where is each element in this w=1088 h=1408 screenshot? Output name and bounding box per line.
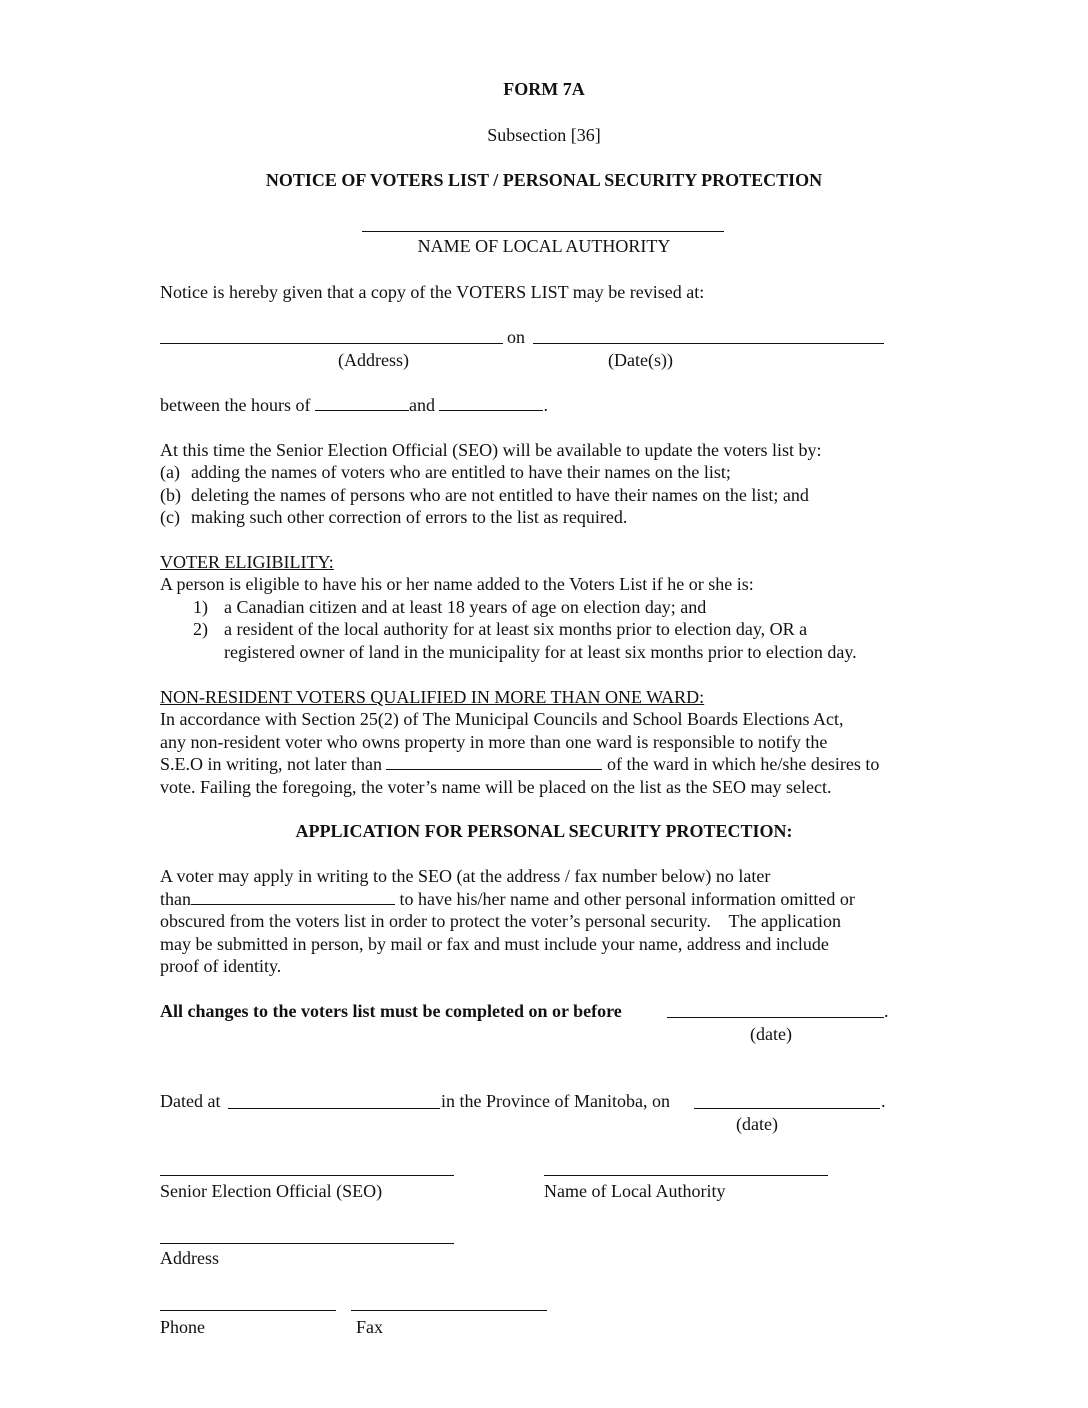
list-item	[160, 508, 627, 526]
hours-and: and	[408, 395, 435, 415]
fax-caption: Fax	[356, 1317, 383, 1337]
address-caption: (Address)	[338, 350, 409, 370]
protection-line: may be submitted in person, by mail or fax and must include your name, address and include	[160, 934, 829, 954]
nonresident-text: of the ward in which he/she desires to	[606, 754, 880, 774]
list-item	[193, 620, 807, 638]
hours-prefix: between the hours of	[160, 395, 311, 415]
notify-date-blank[interactable]	[386, 755, 602, 770]
protection-text: to have his/her name and other personal information omitted or	[399, 889, 855, 909]
list-text: deleting the names of persons who are not entitled to have their names on the list; and	[191, 485, 809, 505]
protection-line: proof of identity.	[160, 956, 282, 976]
local-authority-blank[interactable]	[362, 231, 724, 232]
eligibility-intro: A person is eligible to have his or her name added to the Voters List if he or she is:	[160, 574, 754, 594]
subsection-label: Subsection [36]	[487, 125, 601, 145]
authority-signature-line[interactable]	[544, 1175, 828, 1176]
list-marker: 1)	[193, 597, 208, 617]
protection-text: than	[160, 889, 191, 909]
seo-caption: Senior Election Official (SEO)	[160, 1181, 383, 1201]
on-word: on	[507, 327, 525, 347]
dated-place-blank[interactable]	[228, 1108, 440, 1109]
notice-title: NOTICE OF VOTERS LIST / PERSONAL SECURITY PROTECTION	[265, 170, 823, 190]
authority-caption: Name of Local Authority	[544, 1181, 726, 1201]
list-marker: 2)	[193, 619, 208, 639]
protection-line	[160, 890, 855, 908]
address-signature-line[interactable]	[160, 1243, 454, 1244]
local-authority-caption: NAME OF LOCAL AUTHORITY	[417, 236, 671, 256]
list-item	[193, 598, 706, 616]
protection-line: obscured from the voters list in order to protect the voter’s personal security. The application	[160, 911, 841, 931]
nonresident-heading: NON-RESIDENT VOTERS QUALIFIED IN MORE THAN ONE WARD:	[160, 687, 705, 707]
nonresident-line	[160, 755, 879, 773]
list-marker: (a)	[160, 462, 180, 482]
deadline-date-blank[interactable]	[667, 1017, 884, 1018]
list-text: a resident of the local authority for at least six months prior to election day, OR a	[224, 619, 808, 639]
nonresident-line: any non-resident voter who owns property in more than one ward is responsible to notify the	[160, 732, 828, 752]
nonresident-line: In accordance with Section 25(2) of The Municipal Councils and School Boards Elections Act,	[160, 709, 844, 729]
dated-date-caption: (date)	[736, 1114, 778, 1134]
list-text: adding the names of voters who are entitled to have their names on the list;	[191, 462, 731, 482]
phone-line[interactable]	[160, 1310, 336, 1311]
list-text: making such other correction of errors to the list as required.	[191, 507, 628, 527]
list-item	[160, 463, 731, 481]
seo-signature-line[interactable]	[160, 1175, 454, 1176]
hours-end-blank[interactable]	[439, 396, 543, 411]
list-text: a Canadian citizen and at least 18 years of age on election day; and	[224, 597, 707, 617]
form-title: FORM 7A	[503, 79, 585, 99]
list-item	[160, 486, 809, 504]
protection-line: A voter may apply in writing to the SEO (at the address / fax number below) no later	[160, 866, 771, 886]
hours-start-blank[interactable]	[315, 396, 409, 411]
notice-intro: Notice is hereby given that a copy of the VOTERS LIST may be revised at:	[160, 282, 705, 302]
protection-date-blank[interactable]	[191, 890, 395, 905]
protection-heading: APPLICATION FOR PERSONAL SECURITY PROTECTION:	[295, 821, 793, 841]
list-text-continued: registered owner of land in the municipality for at least six months prior to election day.	[224, 642, 857, 662]
eligibility-heading: VOTER ELIGIBILITY:	[160, 552, 334, 572]
deadline-date-caption: (date)	[750, 1024, 792, 1044]
hours-period: .	[543, 395, 548, 415]
dates-blank[interactable]	[533, 343, 884, 344]
address-blank[interactable]	[160, 343, 503, 344]
deadline-statement: All changes to the voters list must be completed on or before	[160, 1001, 622, 1021]
nonresident-text: S.E.O in writing, not later than	[160, 754, 382, 774]
dated-prefix: Dated at	[160, 1091, 221, 1111]
dates-caption: (Date(s))	[608, 350, 673, 370]
seo-intro: At this time the Senior Election Official (SEO) will be available to update the voters list by:	[160, 440, 822, 460]
list-marker: (c)	[160, 507, 180, 527]
list-marker: (b)	[160, 485, 181, 505]
dated-middle: in the Province of Manitoba, on	[441, 1091, 670, 1111]
nonresident-line: vote. Failing the foregoing, the voter’s name will be placed on the list as the SEO may select.	[160, 777, 832, 797]
dated-period: .	[881, 1091, 886, 1111]
hours-line	[160, 396, 548, 414]
deadline-period: .	[884, 1001, 889, 1021]
address-caption: Address	[160, 1248, 219, 1268]
dated-date-blank[interactable]	[694, 1108, 880, 1109]
phone-caption: Phone	[160, 1317, 205, 1337]
fax-line[interactable]	[351, 1310, 547, 1311]
